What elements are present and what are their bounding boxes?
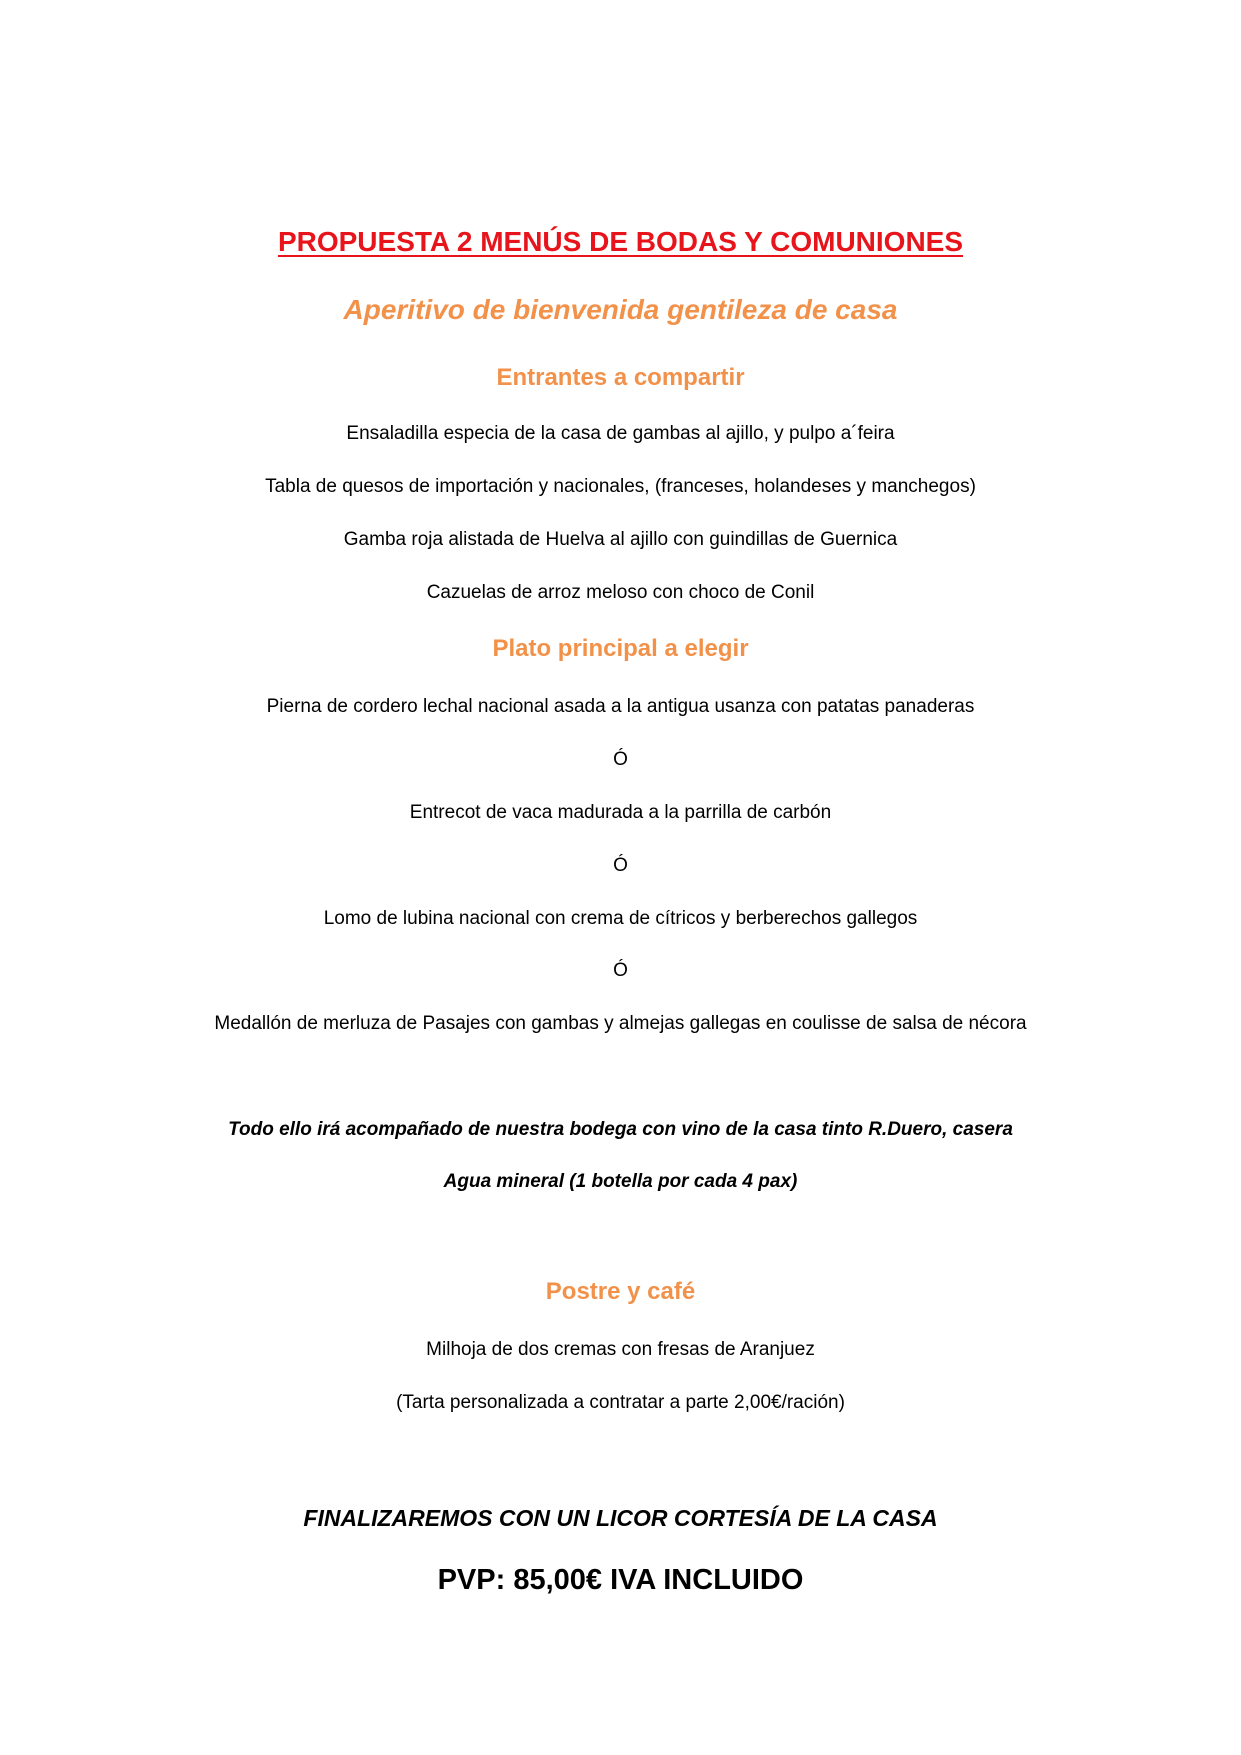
main-course-heading: Plato principal a elegir xyxy=(492,635,749,662)
welcome-subtitle: Aperitivo de bienvenida gentileza de casa xyxy=(343,294,898,325)
starter-item: Tabla de quesos de importación y nacionales, (franceses, holandeses y manchegos) xyxy=(265,476,976,497)
price-label: PVP: 85,00€ IVA INCLUIDO xyxy=(437,1564,804,1596)
dessert-item: Milhoja de dos cremas con fresas de Aranjuez xyxy=(426,1339,815,1360)
page-title: PROPUESTA 2 MENÚS DE BODAS Y COMUNIONES xyxy=(277,226,964,257)
closing-note: FINALIZAREMOS CON UN LICOR CORTESÍA DE LA CASA xyxy=(303,1505,938,1531)
main-course-item: Medallón de merluza de Pasajes con gambas y almejas gallegas en coulisse de salsa de nécora xyxy=(214,1013,1027,1034)
option-separator: Ó xyxy=(613,749,628,770)
dessert-note: (Tarta personalizada a contratar a parte 2,00€/ración) xyxy=(396,1392,845,1413)
dessert-heading: Postre y café xyxy=(545,1278,696,1305)
main-course-item: Lomo de lubina nacional con crema de cítricos y berberechos gallegos xyxy=(323,908,918,929)
starter-item: Ensaladilla especia de la casa de gambas al ajillo, y pulpo a´feira xyxy=(346,423,895,444)
drinks-note: Todo ello irá acompañado de nuestra bodega con vino de la casa tinto R.Duero, casera xyxy=(228,1119,1013,1140)
drinks-note: Agua mineral (1 botella por cada 4 pax) xyxy=(443,1171,798,1192)
starter-item: Cazuelas de arroz meloso con choco de Conil xyxy=(426,582,815,603)
option-separator: Ó xyxy=(613,960,628,981)
starters-heading: Entrantes a compartir xyxy=(496,364,745,391)
main-course-item: Pierna de cordero lechal nacional asada a la antigua usanza con patatas panaderas xyxy=(266,696,975,717)
main-course-item: Entrecot de vaca madurada a la parrilla de carbón xyxy=(409,802,832,823)
starter-item: Gamba roja alistada de Huelva al ajillo con guindillas de Guernica xyxy=(343,529,898,550)
option-separator: Ó xyxy=(613,855,628,876)
